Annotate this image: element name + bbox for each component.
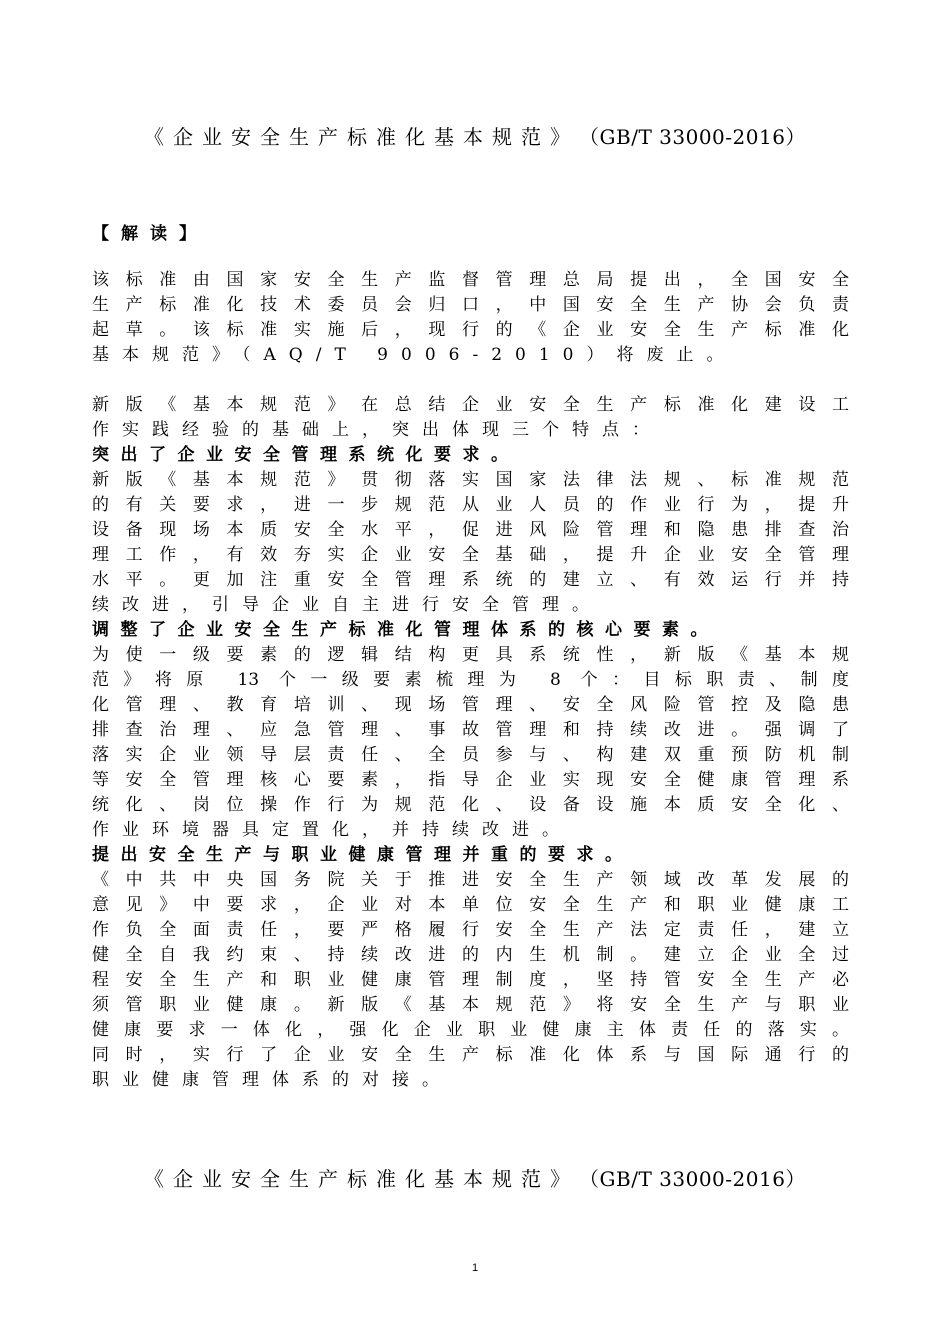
- paragraph-line: 范》将原 13 个一级要素梳理为 8 个：目标职责、制度: [92, 670, 849, 690]
- subheading-line: 突出了企业安全管理系统化要求。: [92, 445, 520, 465]
- paragraph-line: 为使一级要素的逻辑结构更具系统性，新版《基本规: [92, 645, 849, 665]
- section-heading-interpretation: 【解读】: [92, 224, 208, 244]
- paragraph-line: 健康要求一体化，强化企业职业健康主体责任的落实。: [92, 1020, 849, 1040]
- paragraph-line: 作业环境器具定置化，并持续改进。: [92, 820, 572, 840]
- paragraph-line: 职业健康管理体系的对接。: [92, 1070, 452, 1090]
- paragraph-line: 意见》中要求，企业对本单位安全生产和职业健康工: [92, 895, 849, 915]
- paragraph-line: 作实践经验的基础上，突出体现三个特点：: [92, 420, 662, 440]
- subheading-line: 提出安全生产与职业健康管理并重的要求。: [92, 845, 634, 865]
- title-text: 《企业安全生产标准化基本规范》: [144, 1167, 580, 1191]
- paragraph-line: 基本规范》（AQ/T 9006-2010）将废止。: [92, 345, 737, 365]
- document-title-repeat: [92, 1163, 858, 1192]
- paragraph-line: 《中共中央国务院关于推进安全生产领域改革发展的: [92, 870, 849, 890]
- body-text: [92, 393, 849, 1093]
- paragraph-line: 健全自我约束、持续改进的内生机制。建立企业全过: [92, 945, 849, 965]
- title-text: 《企业安全生产标准化基本规范》: [144, 125, 580, 149]
- paragraph-line: 排查治理、应急管理、事故管理和持续改进。强调了: [92, 720, 849, 740]
- page-number: 1: [471, 1262, 479, 1274]
- paragraph-line: 统化、岗位操作行为规范化、设备设施本质安全化、: [92, 795, 849, 815]
- paragraph-line: 化管理、教育培训、现场管理、安全风险管控及隐患: [92, 695, 849, 715]
- paragraph-line: 起草。该标准实施后，现行的《企业安全生产标准化: [92, 320, 849, 340]
- paragraph-line: 等安全管理核心要素，指导企业实现安全健康管理系: [92, 770, 849, 790]
- document-title: [92, 121, 858, 150]
- title-standard-code: （GB/T 33000-2016）: [589, 125, 806, 149]
- paragraph-line: 理工作，有效夯实企业安全基础，提升企业安全管理: [92, 545, 849, 565]
- paragraph-line: 作负全面责任，要严格履行安全生产法定责任，建立: [92, 920, 849, 940]
- paragraph-line: 程安全生产和职业健康管理制度，坚持管安全生产必: [92, 970, 849, 990]
- paragraph-line: 同时，实行了企业安全生产标准化体系与国际通行的: [92, 1045, 849, 1065]
- paragraph-line: 设备现场本质安全水平，促进风险管理和隐患排查治: [92, 520, 849, 540]
- subheading-line: 调整了企业安全生产标准化管理体系的核心要素。: [92, 620, 719, 640]
- title-standard-code: （GB/T 33000-2016）: [589, 1167, 806, 1191]
- paragraph-line: 新版《基本规范》贯彻落实国家法律法规、标准规范: [92, 470, 849, 490]
- intro-paragraph: [92, 268, 849, 368]
- paragraph-line: 的有关要求，进一步规范从业人员的作业行为，提升: [92, 495, 849, 515]
- paragraph-line: 该标准由国家安全生产监督管理总局提出，全国安全: [92, 270, 849, 290]
- paragraph-line: 生产标准化技术委员会归口，中国安全生产协会负责: [92, 295, 849, 315]
- paragraph-line: 须管职业健康。新版《基本规范》将安全生产与职业: [92, 995, 849, 1015]
- paragraph-line: 新版《基本规范》在总结企业安全生产标准化建设工: [92, 395, 849, 415]
- paragraph-line: 水平。更加注重安全管理系统的建立、有效运行并持: [92, 570, 849, 590]
- paragraph-line: 落实企业领导层责任、全员参与、构建双重预防机制: [92, 745, 849, 765]
- paragraph-line: 续改进，引导企业自主进行安全管理。: [92, 595, 602, 615]
